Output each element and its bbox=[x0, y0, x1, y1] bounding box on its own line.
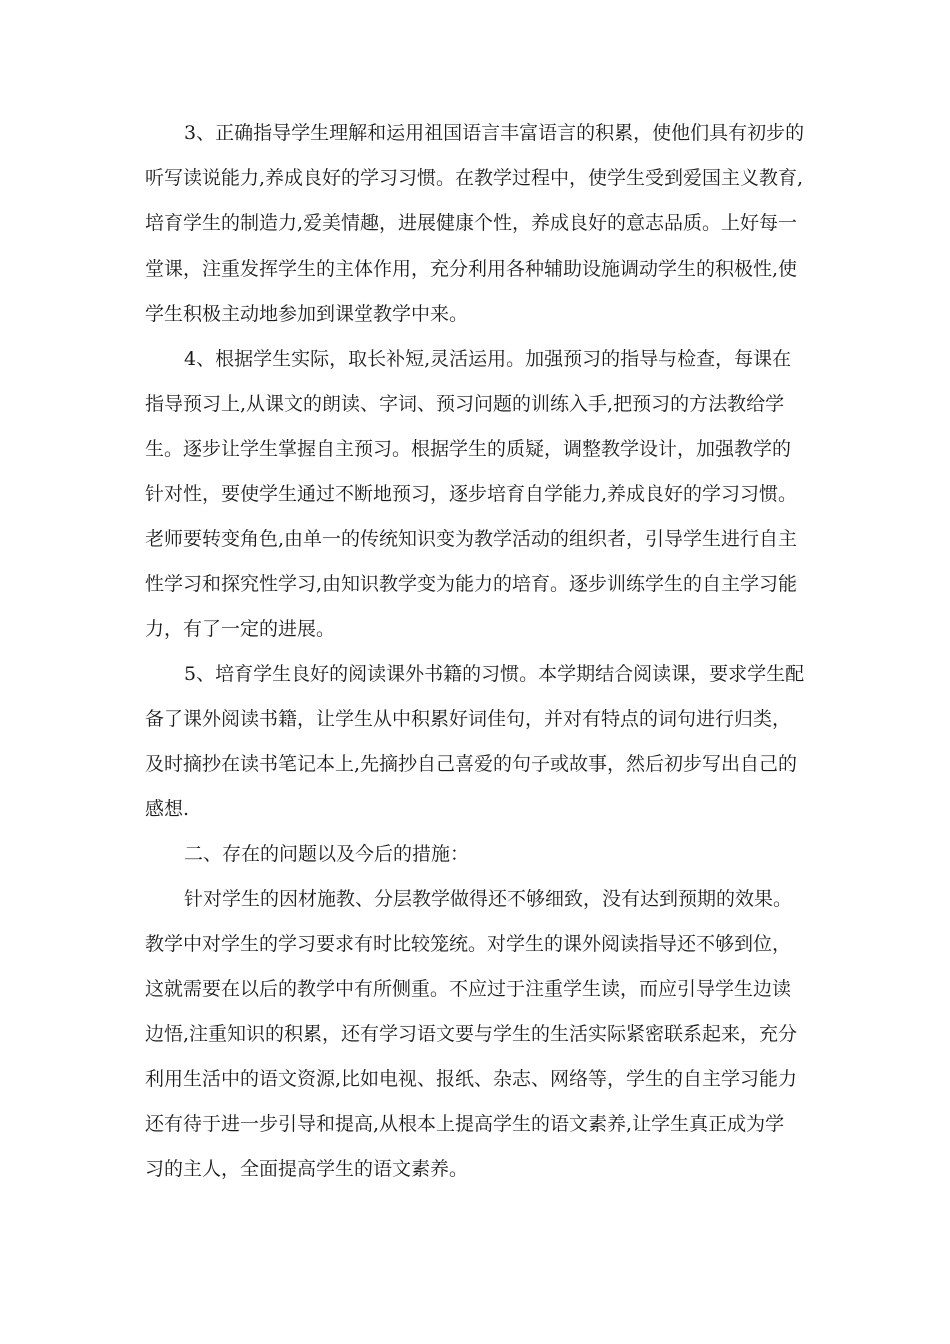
text-line: 学生积极主动地参加到课堂教学中来。 bbox=[145, 303, 469, 325]
text-line: 感想. bbox=[145, 798, 190, 820]
text-line: 还有待于进一步引导和提高,从根本上提高学生的语文素养,让学生真正成为学 bbox=[145, 1113, 785, 1135]
text-line: 力，有了一定的进展。 bbox=[145, 618, 336, 640]
text-line: 备了课外阅读书籍，让学生从中积累好词佳句，并对有特点的词句进行归类， bbox=[145, 708, 792, 730]
text-line: 听写读说能力,养成良好的学习习惯。在教学过程中，使学生受到爱国主义教育, bbox=[145, 167, 804, 189]
section-heading: 二、存在的问题以及今后的措施： bbox=[184, 843, 470, 865]
text-line: 针对学生的因材施教、分层教学做得还不够细致，没有达到预期的效果。 bbox=[184, 888, 793, 910]
text-line: 针对性，要使学生通过不断地预习，逐步培育自学能力,养成良好的学习习惯。 bbox=[145, 483, 798, 505]
text-line: 3、正确指导学生理解和运用祖国语言丰富语言的积累，使他们具有初步的 bbox=[184, 122, 805, 144]
text-line: 性学习和探究性学习,由知识教学变为能力的培育。逐步训练学生的自主学习能 bbox=[145, 573, 798, 595]
text-line: 习的主人，全面提高学生的语文素养。 bbox=[145, 1158, 469, 1180]
text-line: 指导预习上,从课文的朗读、字词、预习问题的训练入手,把预习的方法教给学 bbox=[145, 393, 785, 415]
text-line: 这就需要在以后的教学中有所侧重。不应过于注重学生读，而应引导学生边读 bbox=[145, 978, 792, 1000]
text-line: 4、根据学生实际，取长补短,灵活运用。加强预习的指导与检查，每课在 bbox=[184, 348, 792, 370]
text-line: 边悟,注重知识的积累，还有学习语文要与学生的生活实际紧密联系起来，充分 bbox=[145, 1023, 798, 1045]
text-line: 5、培育学生良好的阅读课外书籍的习惯。本学期结合阅读课，要求学生配 bbox=[184, 663, 805, 685]
text-line: 堂课，注重发挥学生的主体作用，充分利用各种辅助设施调动学生的积极性,使 bbox=[145, 258, 798, 280]
text-line: 老师要转变角色,由单一的传统知识变为教学活动的组织者，引导学生进行自主 bbox=[145, 528, 798, 550]
text-line: 利用生活中的语文资源,比如电视、报纸、杂志、网络等，学生的自主学习能力 bbox=[145, 1068, 798, 1090]
text-line: 培育学生的制造力,爱美情趣，进展健康个性，养成良好的意志品质。上好每一 bbox=[145, 212, 798, 234]
text-line: 教学中对学生的学习要求有时比较笼统。对学生的课外阅读指导还不够到位， bbox=[145, 933, 792, 955]
text-line: 生。逐步让学生掌握自主预习。根据学生的质疑，调整教学设计，加强教学的 bbox=[145, 438, 792, 460]
text-line: 及时摘抄在读书笔记本上,先摘抄自己喜爱的句子或故事，然后初步写出自己的 bbox=[145, 753, 798, 775]
